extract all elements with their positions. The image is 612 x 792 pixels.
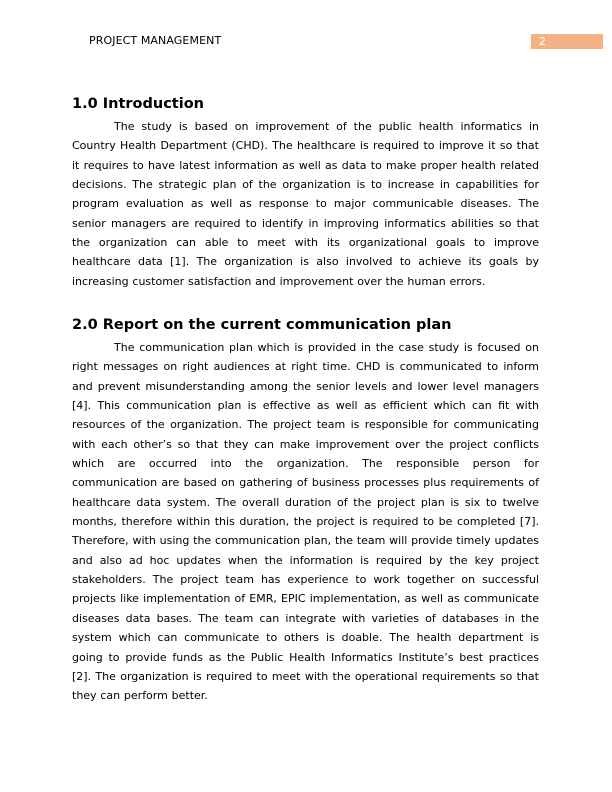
page-number: 2 bbox=[539, 35, 546, 48]
section-heading-introduction: 1.0 Introduction bbox=[72, 96, 204, 112]
page-number-bar bbox=[531, 34, 603, 49]
running-header-title: PROJECT MANAGEMENT bbox=[89, 34, 222, 47]
introduction-paragraph: The study is based on improvement of the public health informatics in Country Health Department (CHD). The healthcare is required to improve it so that it requires to have latest information as well as data to make proper health related decisions. The strategic plan of the organization is to increase in capabilities for program evaluation as well as response to major communicable diseases. The senior managers are required to identify in improving informatics abilities so that the organization can able to meet with its organizational goals to improve healthcare data [1]. The organization is also involved to achieve its goals by increasing customer satisfaction and improvement over the human errors. bbox=[72, 120, 539, 288]
communication-plan-paragraph: The communication plan which is provided in the case study is focused on right messages on right audiences at right time. CHD is communicated to inform and prevent misunderstanding among the senior levels and lower level managers [4]. This communication plan is effective as well as efficient which can fit with resources of the organization. The project team is responsible for communicating with each other’s so that they can make improvement over the project conflicts which are occurred into the organization. The responsible person for communication are based on gathering of business processes plus requirements of healthcare data system. The overall duration of the project plan is six to twelve months, therefore within this duration, the project is required to be completed [7]. Therefore, with using the communication plan, the team will provide timely updates and also ad hoc updates when the information is required by the key project stakeholders. The project team has experience to work together on successful projects like implementation of EMR, EPIC implementation, as well as communicate diseases data bases. The team can integrate with varieties of databases in the system which can communicate to others is doable. The health department is going to provide funds as the Public Health Informatics Institute’s best practices [2]. The organization is required to meet with the operational requirements so that they can perform better. bbox=[72, 341, 539, 703]
section-heading-communication-plan: 2.0 Report on the current communication plan bbox=[72, 317, 452, 333]
